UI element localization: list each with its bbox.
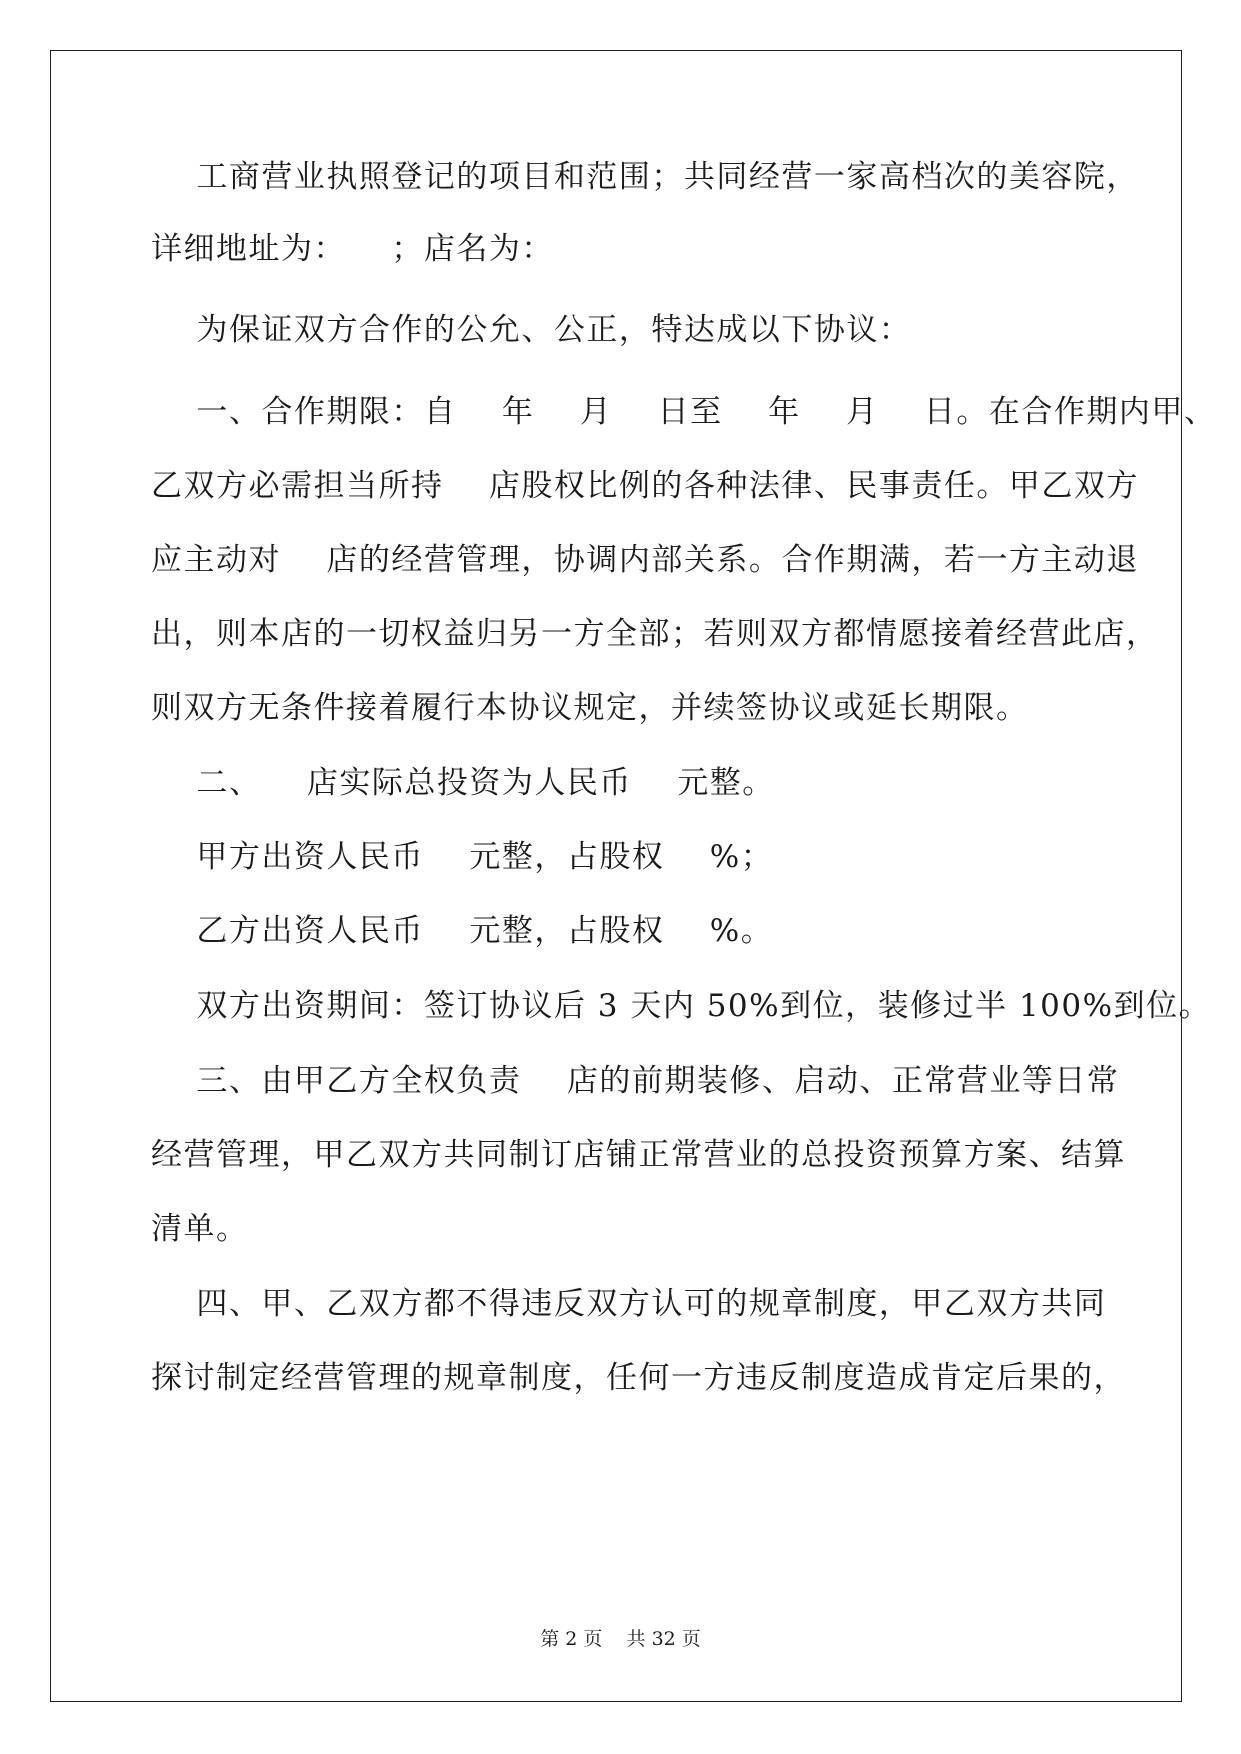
- paragraph-line: 一、合作期限：自 年 月 日至 年 月 日。在合作期内甲、: [151, 394, 1217, 430]
- paragraph-line: 乙方出资人民币 元整，占股权 %。: [151, 913, 774, 949]
- paragraph-line: 工商营业执照登记的项目和范围；共同经营一家高档次的美容院，: [151, 159, 1139, 195]
- paragraph-line: 详细地址为： ；店名为：: [151, 231, 554, 267]
- paragraph-line: 乙双方必需担当所持 店股权比例的各种法律、民事责任。甲乙双方: [151, 468, 1139, 504]
- paragraph-line: 三、由甲乙方全权负责 店的前期装修、启动、正常营业等日常: [151, 1063, 1120, 1099]
- paragraph-line: 经营管理，甲乙双方共同制订店铺正常营业的总投资预算方案、结算: [151, 1137, 1126, 1173]
- page-number-footer: 第 2 页 共 32 页: [540, 1628, 701, 1650]
- paragraph-line: 清单。: [151, 1211, 249, 1247]
- paragraph-line: 二、 店实际总投资为人民币 元整。: [151, 765, 775, 801]
- paragraph-line: 探讨制定经营管理的规章制度，任何一方违反制度造成肯定后果的，: [151, 1360, 1126, 1396]
- paragraph-line: 则双方无条件接着履行本协议规定，并续签协议或延长期限。: [151, 690, 1029, 726]
- paragraph-line: 甲方出资人民币 元整，占股权 %；: [151, 839, 774, 875]
- paragraph-line: 应主动对 店的经营管理，协调内部关系。合作期满，若一方主动退: [151, 542, 1139, 578]
- paragraph-line: 出，则本店的一切权益归另一方全部；若则双方都情愿接着经营此店，: [151, 616, 1159, 652]
- paragraph-line: 为保证双方合作的公允、公正，特达成以下协议：: [151, 312, 912, 348]
- paragraph-line: 四、甲、乙双方都不得违反双方认可的规章制度，甲乙双方共同: [151, 1286, 1107, 1322]
- paragraph-line: 双方出资期间：签订协议后 3 天内 50%到位，装修过半 100%到位。: [151, 988, 1212, 1024]
